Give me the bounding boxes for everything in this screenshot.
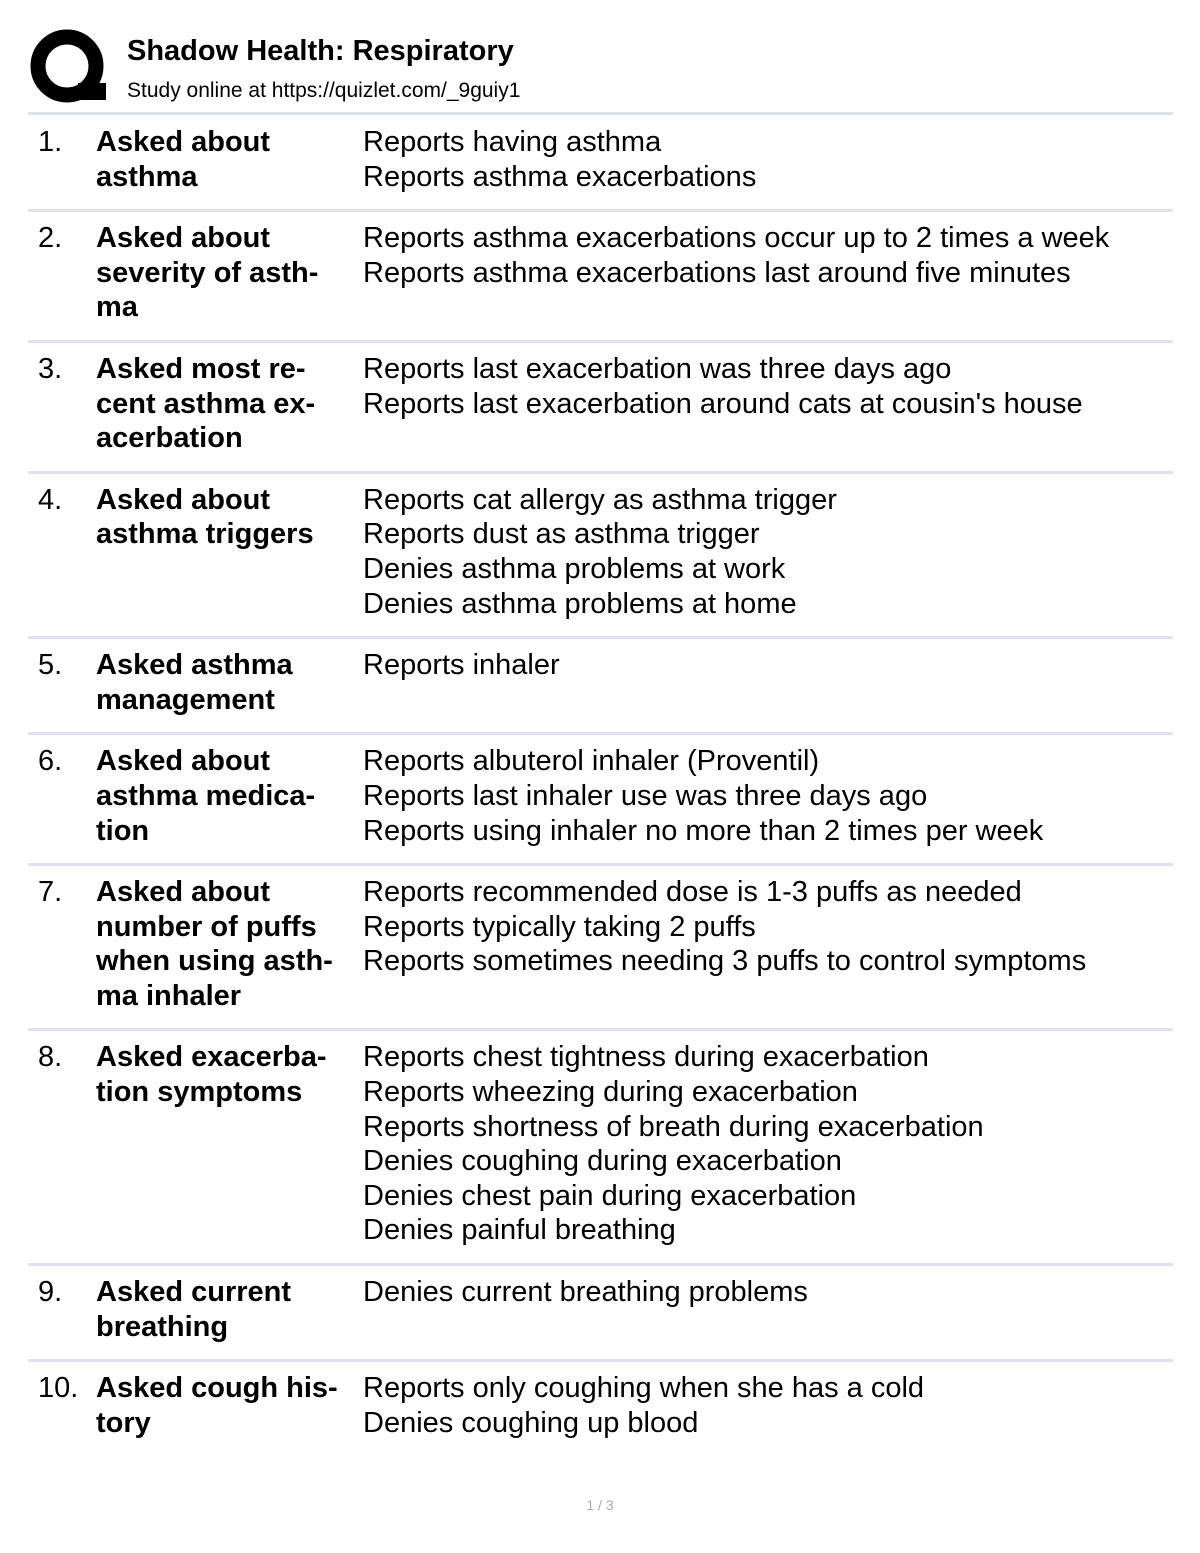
definition-line: Reports dust as asthma trigger <box>363 518 760 551</box>
flashcard-row-content <box>28 1371 1173 1440</box>
definition-line: Denies asthma problems at home <box>363 587 797 620</box>
definition-line: Reports inhaler <box>363 649 560 682</box>
flashcard-row <box>28 735 1173 866</box>
term <box>96 483 363 552</box>
term <box>96 1371 363 1440</box>
term-line: ma inhaler <box>96 979 242 1012</box>
definition-line: Denies current breathing problems <box>363 1276 808 1309</box>
row-number: 9. <box>38 1276 63 1309</box>
term-line: breathing <box>96 1310 229 1343</box>
definition <box>363 352 1173 421</box>
page-number: 1 / 3 <box>586 1497 614 1513</box>
definition-line: Reports last exacerbation was three days ago <box>363 352 952 385</box>
definition-line: Denies coughing during exacerbation <box>363 1145 842 1178</box>
row-number: 10. <box>38 1372 79 1405</box>
row-number: 4. <box>38 483 63 516</box>
row-number: 2. <box>38 222 63 255</box>
term-line: acerbation <box>96 422 243 455</box>
term <box>96 744 363 848</box>
term-line: asthma triggers <box>96 518 314 551</box>
row-number: 5. <box>38 649 63 682</box>
term <box>96 648 363 717</box>
definition-line: Reports having asthma <box>363 126 662 158</box>
flashcard-row <box>28 639 1173 735</box>
definition <box>363 744 1173 848</box>
flashcard-row <box>28 474 1173 639</box>
flashcard-row-content <box>28 648 1173 717</box>
term-line: Asked about <box>96 483 271 516</box>
term-line: Asked about <box>96 222 271 255</box>
definition-line: Denies chest pain during exacerbation <box>363 1179 857 1212</box>
term-line: asthma <box>96 160 198 193</box>
definition-line: Reports recommended dose is 1-3 puffs as needed <box>363 876 1022 909</box>
flashcard-row-content <box>28 875 1173 1013</box>
definition-line: Reports asthma exacerbations occur up to 2 times a week <box>363 222 1110 255</box>
document-title: Shadow Health: Respiratory <box>127 35 514 67</box>
definition-line: Reports last exacerbation around cats at cousin's house <box>363 387 1083 420</box>
definition <box>363 221 1173 290</box>
definition-line: Reports typically taking 2 puffs <box>363 910 756 943</box>
term-line: Asked asthma <box>96 649 293 682</box>
row-number: 6. <box>38 745 63 778</box>
quizlet-logo-icon <box>30 28 108 106</box>
term <box>96 221 363 325</box>
flashcard-row-content <box>28 744 1173 848</box>
flashcard-row <box>28 1362 1173 1455</box>
term <box>96 1040 363 1109</box>
row-number: 3. <box>38 352 63 385</box>
flashcard-row <box>28 343 1173 474</box>
flashcard-row-content <box>28 352 1173 456</box>
flashcard-row-content <box>28 1275 1173 1344</box>
definition-line: Reports only coughing when she has a cold <box>363 1372 925 1405</box>
document-subtitle: Study online at https://quizlet.com/_9guiy1 <box>127 79 521 102</box>
term <box>96 125 363 194</box>
term-line: when using asth- <box>96 945 333 978</box>
term-line: Asked about <box>96 126 271 158</box>
definition <box>363 1275 1173 1310</box>
term <box>96 352 363 456</box>
definition <box>363 1371 1173 1440</box>
header-divider <box>28 112 1173 115</box>
flashcard-list <box>28 116 1173 1455</box>
definition <box>363 648 1173 683</box>
term-line: number of puffs <box>96 910 317 943</box>
flashcard-row <box>28 116 1173 212</box>
term-line: ma <box>96 291 138 324</box>
definition-line: Denies coughing up blood <box>363 1406 699 1439</box>
document-header <box>0 0 1200 114</box>
flashcard-row <box>28 1266 1173 1362</box>
flashcard-row <box>28 1031 1173 1266</box>
definition-line: Reports shortness of breath during exacerbation <box>363 1110 984 1143</box>
term <box>96 1275 363 1344</box>
definition <box>363 1040 1173 1248</box>
definition-line: Reports cat allergy as asthma trigger <box>363 483 837 516</box>
term-line: tory <box>96 1406 151 1439</box>
term-line: tion symptoms <box>96 1076 303 1109</box>
term-line: cent asthma ex- <box>96 387 316 420</box>
term-line: Asked about <box>96 876 271 909</box>
definition <box>363 125 1173 194</box>
definition-line: Denies asthma problems at work <box>363 552 786 585</box>
row-number: 8. <box>38 1041 63 1074</box>
row-number: 7. <box>38 876 63 909</box>
definition-line: Reports wheezing during exacerbation <box>363 1076 858 1109</box>
flashcard-row-content <box>28 1040 1173 1248</box>
definition-line: Denies painful breathing <box>363 1214 676 1247</box>
flashcard-row <box>28 212 1173 343</box>
term-line: Asked exacerba- <box>96 1041 327 1074</box>
row-number: 1. <box>38 126 63 158</box>
flashcard-row <box>28 866 1173 1031</box>
term-line: management <box>96 683 275 716</box>
definition-line: Reports chest tightness during exacerbation <box>363 1041 929 1074</box>
definition-line: Reports asthma exacerbations <box>363 160 757 193</box>
term-line: Asked about <box>96 745 271 778</box>
term-line: Asked current <box>96 1276 292 1309</box>
flashcard-row-content <box>28 221 1173 325</box>
definition <box>363 875 1173 979</box>
term-line: tion <box>96 814 150 847</box>
definition-line: Reports using inhaler no more than 2 times per week <box>363 814 1044 847</box>
definition-line: Reports sometimes needing 3 puffs to control symptoms <box>363 945 1087 978</box>
term-line: Asked cough his- <box>96 1372 338 1405</box>
term-line: severity of asth- <box>96 256 319 289</box>
term-line: Asked most re- <box>96 352 306 385</box>
definition-line: Reports last inhaler use was three days ago <box>363 779 928 812</box>
flashcard-row-content <box>28 483 1173 621</box>
definition-line: Reports albuterol inhaler (Proventil) <box>363 745 820 778</box>
term-line: asthma medica- <box>96 779 316 812</box>
flashcard-row-content <box>28 125 1173 194</box>
definition <box>363 483 1173 621</box>
definition-line: Reports asthma exacerbations last around five minutes <box>363 256 1071 289</box>
term <box>96 875 363 1013</box>
